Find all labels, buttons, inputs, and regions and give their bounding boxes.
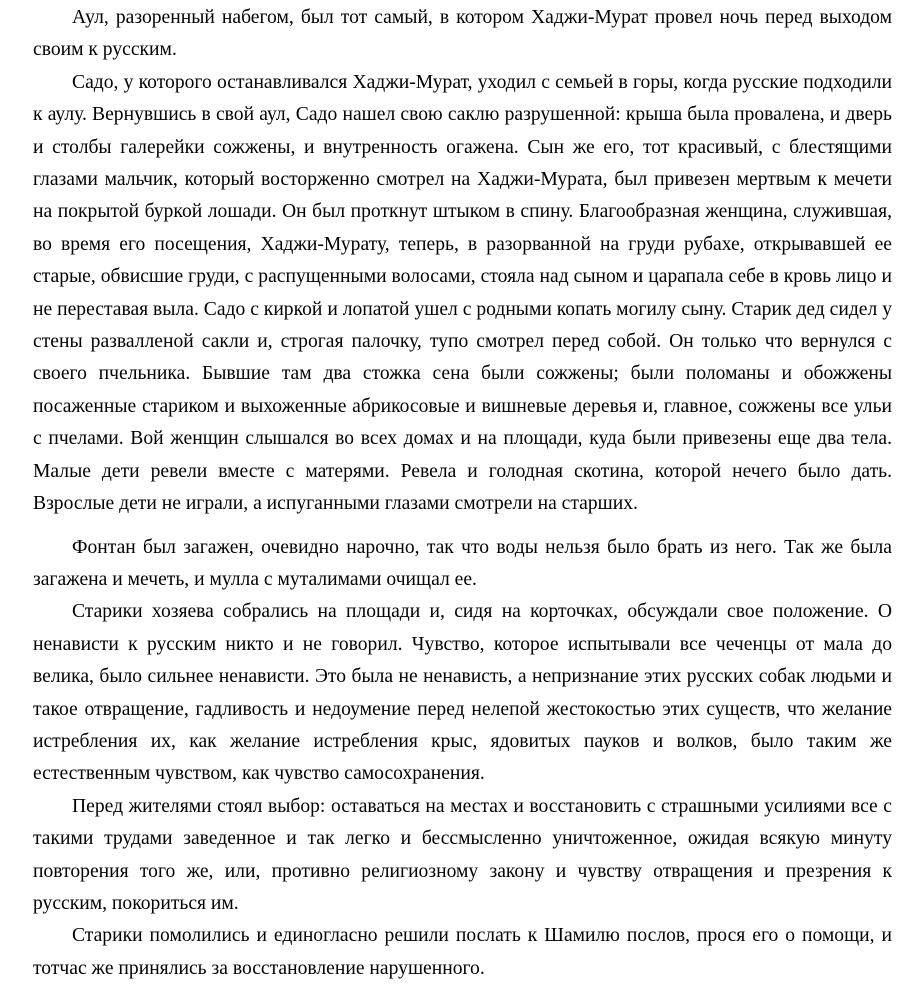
section-gap xyxy=(33,521,892,532)
paragraph-aul-raided: Аул, разоренный набегом, был тот самый, в котором Хаджи-Мурат провел ночь перед выходом своим к русским. xyxy=(33,7,892,61)
paragraph-sado-return: Садо, у которого останавливался Хаджи-Мурат, уходил с семьей в горы, когда русские подходили к аулу. Вернувшись в свой аул, Садо нашел свою саклю разрушенной: крыша была провалена, и дверь и столбы галерейки сожжены, и внутренность огажена. Сын же его, тот красивый, с блестящими глазами мальчик, который восторженно смотрел на Хаджи-Мурата, был привезен мертвым к мечети на покрытой буркой лошади. Он был проткнут штыком в спину. Благообразная женщина, служившая, во время его посещения, Хаджи-Мурату, теперь, в разорванной на груди рубахе, открывавшей ее старые, обвисшие груди, с распущенными волосами, стояла над сыном и царапала себе в кровь лицо и не переставая выла. Садо с киркой и лопатой ушел с родными копать могилу сыну. Старик дед сидел у стены развалленой сакли и, строгая палочку, тупо смотрел перед собой. Он только что вернулся с своего пчельника. Бывшие там два стожка сена были сожжены; были поломаны и обожжены посаженные стариком и выхоженные абрикосовые и вишневые деревья и, главное, сожжены все ульи с пчелами. Вой женщин слышался во всех домах и на площади, куда были привезены еще два тела. Малые дети ревели вместе с матерями. Ревела и голодная скотина, которой нечего было дать. Взрослые дети не играли, а испуганными глазами смотрели на старших. xyxy=(33,71,892,515)
paragraph-elders-gathered: Старики хозяева собрались на площади и, сидя на корточках, обсуждали свое положение. О ненависти к русским никто и не говорил. Чувство, которое испытывали все чеченцы от мала до велика, было сильнее ненависти. Это была не ненависть, а непризнание этих русских собак людьми и такое отвращение, гадливость и недоумение перед нелепой жестокостью этих существ, что желание истребления их, как желание истребления крыс, ядовитых пауков и волков, было таким же естественным чувством, как чувство самосохранения. xyxy=(33,601,892,785)
paragraph-fountain: Фонтан был загажен, очевидно нарочно, так что воды нельзя было брать из него. Так же была загажена и мечеть, и мулла с муталимами очищал ее. xyxy=(33,536,892,590)
paragraph-decision: Старики помолились и единогласно решили послать к Шамилю послов, прося его о помощи, и тотчас же принялись за восстановление нарушенного. xyxy=(33,925,892,979)
paragraph-choice: Перед жителями стоял выбор: оставаться на местах и восстановить с страшными усилиями все с такими трудами заведенное и так легко и бессмысленно уничтоженное, ожидая всякую минуту повторения того же, или, противно религиозному закону и чувству отвращения и презрения к русским, покориться им. xyxy=(33,795,892,914)
document-page xyxy=(33,2,892,985)
